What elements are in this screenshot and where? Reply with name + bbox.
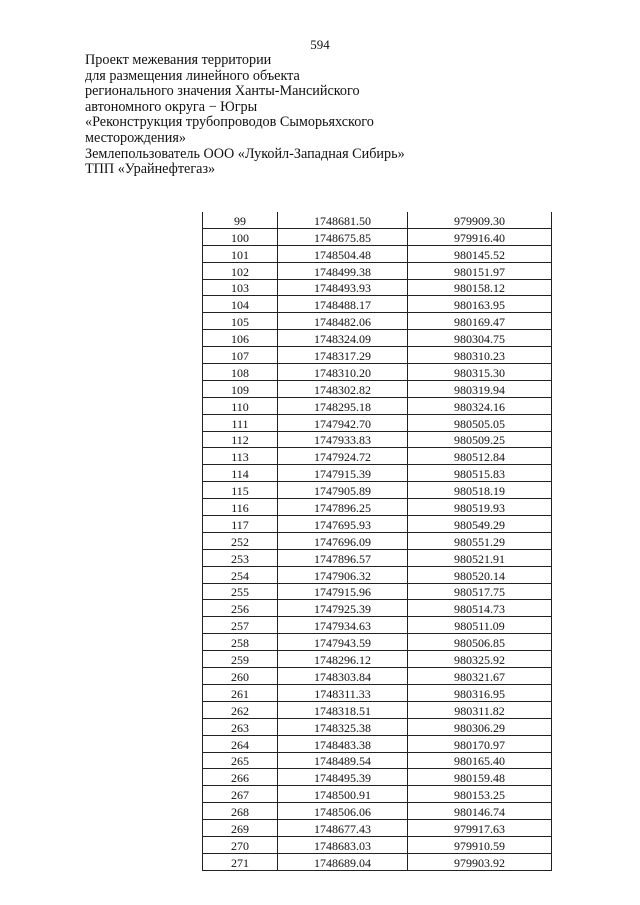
header-line: Проект межевания территории <box>85 52 272 68</box>
y-coordinate-cell: 980316.95 <box>408 684 552 701</box>
y-coordinate-cell: 980515.83 <box>408 465 552 482</box>
x-coordinate-cell: 1747896.57 <box>278 549 408 566</box>
header-line: «Реконструкция трубопроводов Сыморьяхского <box>85 114 374 131</box>
table-row <box>203 853 552 870</box>
y-coordinate-cell: 980324.16 <box>408 397 552 414</box>
point-number-cell: 102 <box>203 262 278 279</box>
y-coordinate-cell: 980153.25 <box>408 786 552 803</box>
x-coordinate-cell: 1748482.06 <box>278 313 408 330</box>
y-coordinate-cell: 980521.91 <box>408 549 552 566</box>
x-coordinate-cell: 1748500.91 <box>278 786 408 803</box>
y-coordinate-cell: 979903.92 <box>408 853 552 870</box>
table-row <box>203 769 552 786</box>
table-row <box>203 414 552 431</box>
table-row <box>203 786 552 803</box>
point-number-cell: 257 <box>203 617 278 634</box>
x-coordinate-cell: 1747915.96 <box>278 583 408 600</box>
y-coordinate-cell: 980165.40 <box>408 752 552 769</box>
x-coordinate-cell: 1747934.63 <box>278 617 408 634</box>
x-coordinate-cell: 1747695.93 <box>278 516 408 533</box>
point-number-cell: 265 <box>203 752 278 769</box>
table-row <box>203 296 552 313</box>
point-number-cell: 261 <box>203 684 278 701</box>
table-row <box>203 549 552 566</box>
x-coordinate-cell: 1748495.39 <box>278 769 408 786</box>
y-coordinate-cell: 980509.25 <box>408 431 552 448</box>
point-number-cell: 113 <box>203 448 278 465</box>
y-coordinate-cell: 980169.47 <box>408 313 552 330</box>
point-number-cell: 270 <box>203 836 278 853</box>
x-coordinate-cell: 1748310.20 <box>278 364 408 381</box>
point-number-cell: 117 <box>203 516 278 533</box>
point-number-cell: 105 <box>203 313 278 330</box>
y-coordinate-cell: 980517.75 <box>408 583 552 600</box>
x-coordinate-cell: 1747915.39 <box>278 465 408 482</box>
coordinates-table <box>202 212 552 871</box>
table-row <box>203 836 552 853</box>
table-row <box>203 718 552 735</box>
y-coordinate-cell: 980170.97 <box>408 735 552 752</box>
x-coordinate-cell: 1747896.25 <box>278 499 408 516</box>
point-number-cell: 100 <box>203 228 278 245</box>
table-row <box>203 212 552 228</box>
point-number-cell: 99 <box>203 212 278 228</box>
point-number-cell: 104 <box>203 296 278 313</box>
point-number-cell: 101 <box>203 245 278 262</box>
point-number-cell: 268 <box>203 803 278 820</box>
y-coordinate-cell: 979910.59 <box>408 836 552 853</box>
y-coordinate-cell: 980315.30 <box>408 364 552 381</box>
table-row <box>203 735 552 752</box>
x-coordinate-cell: 1747925.39 <box>278 600 408 617</box>
table-row <box>203 803 552 820</box>
y-coordinate-cell: 980158.12 <box>408 279 552 296</box>
point-number-cell: 255 <box>203 583 278 600</box>
point-number-cell: 253 <box>203 549 278 566</box>
header-line: месторождения» <box>85 129 186 146</box>
x-coordinate-cell: 1748675.85 <box>278 228 408 245</box>
point-number-cell: 114 <box>203 465 278 482</box>
y-coordinate-cell: 980551.29 <box>408 532 552 549</box>
table-row <box>203 431 552 448</box>
document-header <box>85 53 485 178</box>
y-coordinate-cell: 980549.29 <box>408 516 552 533</box>
x-coordinate-cell: 1748317.29 <box>278 347 408 364</box>
table-row <box>203 482 552 499</box>
x-coordinate-cell: 1748483.38 <box>278 735 408 752</box>
y-coordinate-cell: 980511.09 <box>408 617 552 634</box>
table-row <box>203 448 552 465</box>
table-row <box>203 262 552 279</box>
table-row <box>203 397 552 414</box>
y-coordinate-cell: 980325.92 <box>408 651 552 668</box>
x-coordinate-cell: 1747943.59 <box>278 634 408 651</box>
point-number-cell: 109 <box>203 380 278 397</box>
x-coordinate-cell: 1748499.38 <box>278 262 408 279</box>
header-line: ТПП «Урайнефтегаз» <box>85 161 216 178</box>
point-number-cell: 108 <box>203 364 278 381</box>
table-row <box>203 330 552 347</box>
point-number-cell: 112 <box>203 431 278 448</box>
y-coordinate-cell: 980519.93 <box>408 499 552 516</box>
y-coordinate-cell: 979909.30 <box>408 212 552 228</box>
header-line: Землепользователь ООО «Лукойл-Западная Сибирь» <box>85 145 405 162</box>
y-coordinate-cell: 980514.73 <box>408 600 552 617</box>
x-coordinate-cell: 1748689.04 <box>278 853 408 870</box>
x-coordinate-cell: 1747906.32 <box>278 566 408 583</box>
y-coordinate-cell: 980304.75 <box>408 330 552 347</box>
point-number-cell: 258 <box>203 634 278 651</box>
y-coordinate-cell: 980321.67 <box>408 668 552 685</box>
table-row <box>203 313 552 330</box>
y-coordinate-cell: 980306.29 <box>408 718 552 735</box>
y-coordinate-cell: 980146.74 <box>408 803 552 820</box>
y-coordinate-cell: 980151.97 <box>408 262 552 279</box>
x-coordinate-cell: 1748493.93 <box>278 279 408 296</box>
point-number-cell: 256 <box>203 600 278 617</box>
point-number-cell: 269 <box>203 820 278 837</box>
x-coordinate-cell: 1747905.89 <box>278 482 408 499</box>
point-number-cell: 252 <box>203 532 278 549</box>
x-coordinate-cell: 1748311.33 <box>278 684 408 701</box>
table-row <box>203 532 552 549</box>
table-row <box>203 465 552 482</box>
point-number-cell: 266 <box>203 769 278 786</box>
table-row <box>203 566 552 583</box>
table-row <box>203 245 552 262</box>
y-coordinate-cell: 980518.19 <box>408 482 552 499</box>
point-number-cell: 254 <box>203 566 278 583</box>
point-number-cell: 103 <box>203 279 278 296</box>
x-coordinate-cell: 1747696.09 <box>278 532 408 549</box>
point-number-cell: 111 <box>203 414 278 431</box>
table-row <box>203 634 552 651</box>
x-coordinate-cell: 1748488.17 <box>278 296 408 313</box>
point-number-cell: 263 <box>203 718 278 735</box>
table-row <box>203 228 552 245</box>
point-number-cell: 115 <box>203 482 278 499</box>
page-number: 594 <box>310 37 330 52</box>
table-row <box>203 279 552 296</box>
table-row <box>203 499 552 516</box>
point-number-cell: 106 <box>203 330 278 347</box>
table-row <box>203 516 552 533</box>
y-coordinate-cell: 980512.84 <box>408 448 552 465</box>
header-line: автономного округа − Югры <box>85 98 258 115</box>
x-coordinate-cell: 1748295.18 <box>278 397 408 414</box>
x-coordinate-cell: 1748325.38 <box>278 718 408 735</box>
point-number-cell: 260 <box>203 668 278 685</box>
table-row <box>203 752 552 769</box>
y-coordinate-cell: 980145.52 <box>408 245 552 262</box>
point-number-cell: 271 <box>203 853 278 870</box>
table-row <box>203 380 552 397</box>
x-coordinate-cell: 1748296.12 <box>278 651 408 668</box>
x-coordinate-cell: 1748324.09 <box>278 330 408 347</box>
point-number-cell: 259 <box>203 651 278 668</box>
y-coordinate-cell: 980520.14 <box>408 566 552 583</box>
table-row <box>203 364 552 381</box>
x-coordinate-cell: 1748504.48 <box>278 245 408 262</box>
x-coordinate-cell: 1748302.82 <box>278 380 408 397</box>
point-number-cell: 262 <box>203 701 278 718</box>
point-number-cell: 267 <box>203 786 278 803</box>
y-coordinate-cell: 980311.82 <box>408 701 552 718</box>
x-coordinate-cell: 1747942.70 <box>278 414 408 431</box>
header-line: регионального значения Ханты-Мансийского <box>85 83 360 100</box>
table-row <box>203 600 552 617</box>
table-row <box>203 701 552 718</box>
y-coordinate-cell: 979916.40 <box>408 228 552 245</box>
table-row <box>203 651 552 668</box>
y-coordinate-cell: 980506.85 <box>408 634 552 651</box>
table-row <box>203 617 552 634</box>
point-number-cell: 264 <box>203 735 278 752</box>
x-coordinate-cell: 1748489.54 <box>278 752 408 769</box>
table-row <box>203 347 552 364</box>
x-coordinate-cell: 1748681.50 <box>278 212 408 228</box>
x-coordinate-cell: 1748303.84 <box>278 668 408 685</box>
y-coordinate-cell: 980163.95 <box>408 296 552 313</box>
x-coordinate-cell: 1747924.72 <box>278 448 408 465</box>
header-line: для размещения линейного объекта <box>85 67 300 84</box>
point-number-cell: 116 <box>203 499 278 516</box>
x-coordinate-cell: 1748683.03 <box>278 836 408 853</box>
x-coordinate-cell: 1748677.43 <box>278 820 408 837</box>
y-coordinate-cell: 980319.94 <box>408 380 552 397</box>
y-coordinate-cell: 979917.63 <box>408 820 552 837</box>
x-coordinate-cell: 1748506.06 <box>278 803 408 820</box>
y-coordinate-cell: 980310.23 <box>408 347 552 364</box>
point-number-cell: 110 <box>203 397 278 414</box>
y-coordinate-cell: 980505.05 <box>408 414 552 431</box>
point-number-cell: 107 <box>203 347 278 364</box>
table-row <box>203 668 552 685</box>
y-coordinate-cell: 980159.48 <box>408 769 552 786</box>
table-row <box>203 820 552 837</box>
table-row <box>203 684 552 701</box>
x-coordinate-cell: 1748318.51 <box>278 701 408 718</box>
table-row <box>203 583 552 600</box>
x-coordinate-cell: 1747933.83 <box>278 431 408 448</box>
